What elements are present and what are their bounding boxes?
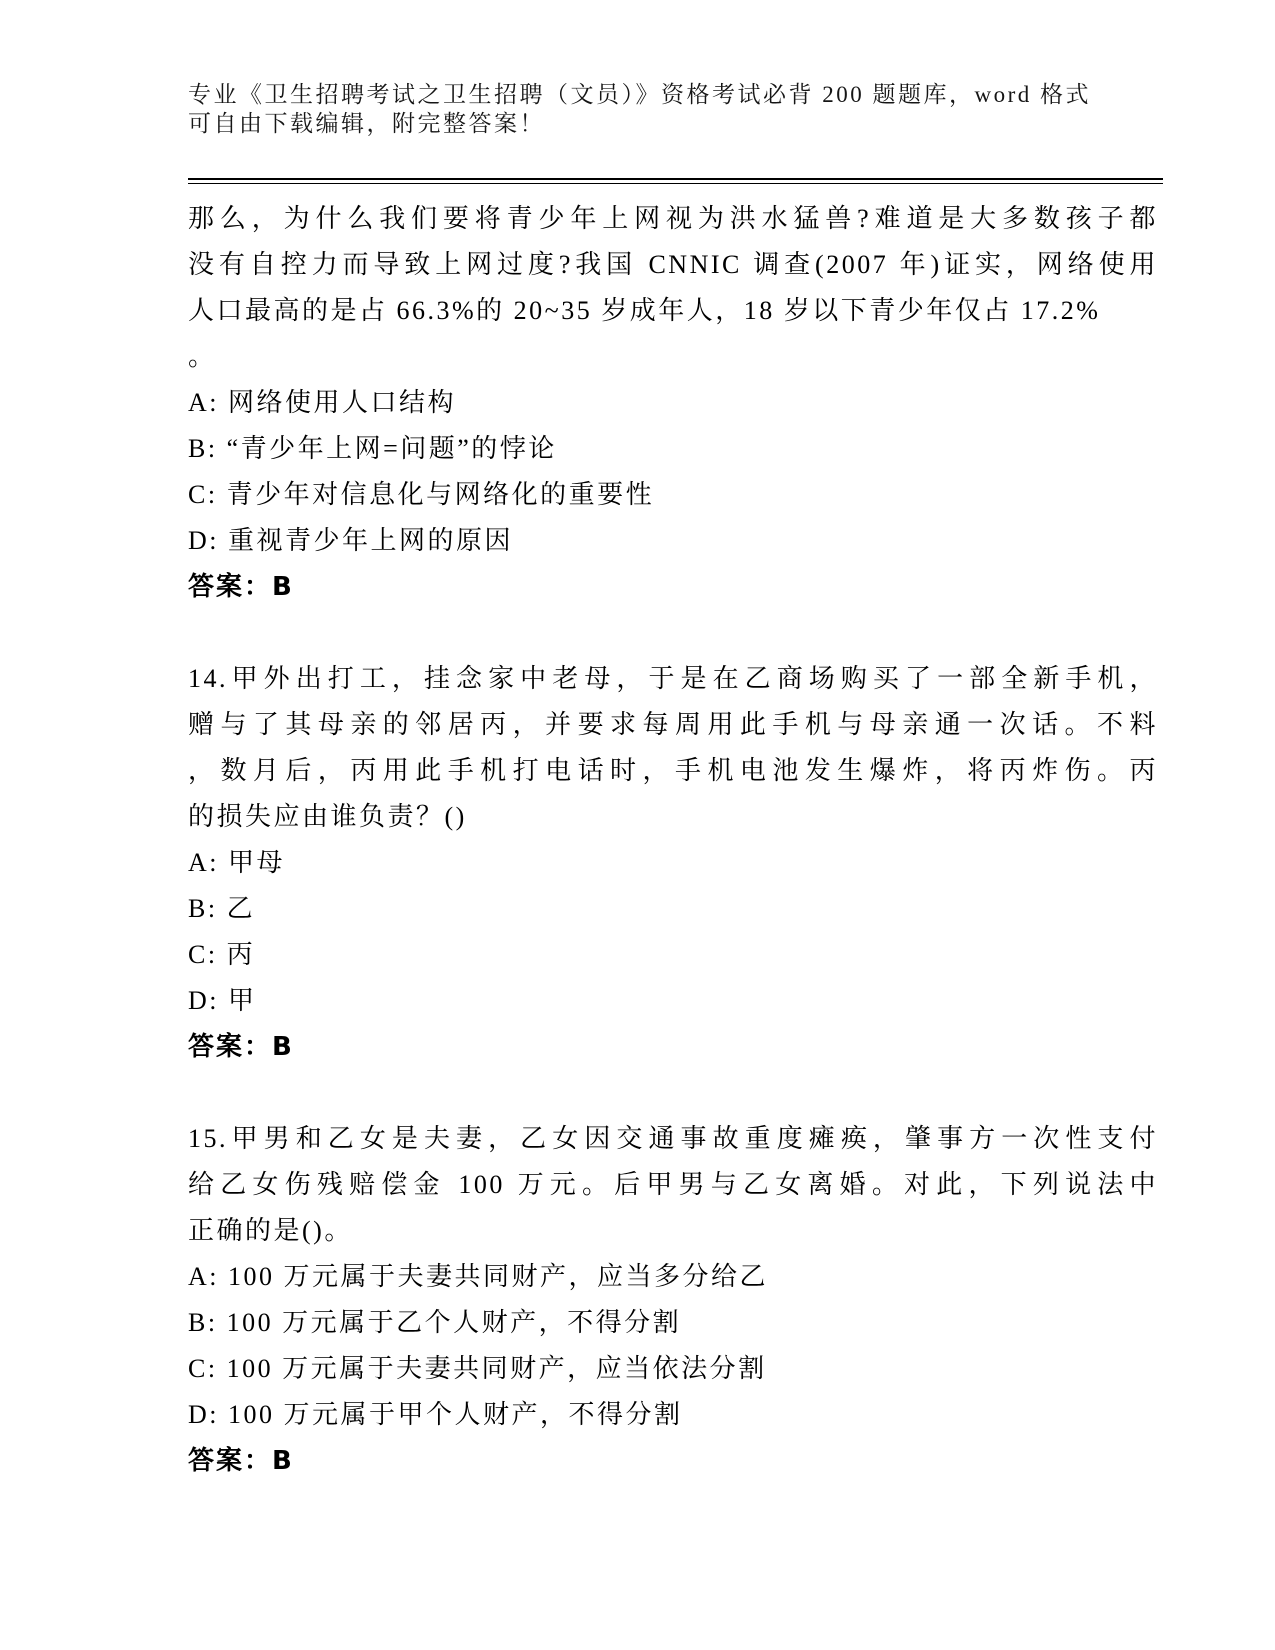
stem-line: 人口最高的是占 66.3%的 20~35 岁成年人，18 岁以下青少年仅占 17.2% (188, 296, 1101, 325)
stem-line: 的损失应由谁负责？() (188, 802, 467, 831)
document-body (188, 196, 1158, 1484)
option-line: B: 乙 (188, 894, 256, 923)
option-line: D: 100 万元属于甲个人财产，不得分割 (188, 1400, 683, 1429)
question-block-15 (188, 1116, 1158, 1484)
stem-line: 那么，为什么我们要将青少年上网视为洪水猛兽?难道是大多数孩子都 (188, 204, 1158, 233)
header-divider (188, 178, 1163, 184)
stem-line: 没有自控力而导致上网过度?我国 CNNIC 调查(2007 年)证实，网络使用 (188, 250, 1158, 279)
question-block-13 (188, 196, 1158, 610)
page-header (188, 80, 1178, 138)
option-line: A: 网络使用人口结构 (188, 388, 457, 417)
stem-line: 15.甲男和乙女是夫妻，乙女因交通事故重度瘫痪，肇事方一次性支付 (188, 1124, 1158, 1153)
option-line: A: 甲母 (188, 848, 286, 877)
option-line: D: 重视青少年上网的原因 (188, 526, 514, 555)
answer-line: 答案：B (188, 1446, 294, 1476)
stem-line: ，数月后，丙用此手机打电话时，手机电池发生爆炸，将丙炸伤。丙 (188, 756, 1158, 785)
stem-line: 给乙女伤残赔偿金 100 万元。后甲男与乙女离婚。对此，下列说法中 (188, 1170, 1158, 1199)
header-line-1: 专业《卫生招聘考试之卫生招聘（文员）》资格考试必背 200 题题库，word 格式 (188, 82, 1092, 107)
question-gap (188, 1070, 1158, 1116)
option-line: C: 丙 (188, 940, 256, 969)
stem-line: 赠与了其母亲的邻居丙，并要求每周用此手机与母亲通一次话。不料 (188, 710, 1158, 739)
option-line: B: “青少年上网=问题”的悖论 (188, 434, 557, 463)
answer-line: 答案：B (188, 1032, 294, 1062)
option-line: C: 100 万元属于夫妻共同财产，应当依法分割 (188, 1354, 767, 1383)
question-block-14 (188, 656, 1158, 1070)
stem-line: 14.甲外出打工，挂念家中老母，于是在乙商场购买了一部全新手机， (188, 664, 1158, 693)
header-line-2: 可自由下载编辑，附完整答案！ (188, 111, 545, 136)
option-line: B: 100 万元属于乙个人财产，不得分割 (188, 1308, 682, 1337)
option-line: A: 100 万元属于夫妻共同财产，应当多分给乙 (188, 1262, 769, 1291)
stem-line: 正确的是()。 (188, 1216, 353, 1245)
answer-line: 答案：B (188, 572, 294, 602)
question-gap (188, 610, 1158, 656)
stem-line: 。 (188, 342, 217, 371)
option-line: D: 甲 (188, 986, 257, 1015)
option-line: C: 青少年对信息化与网络化的重要性 (188, 480, 655, 509)
